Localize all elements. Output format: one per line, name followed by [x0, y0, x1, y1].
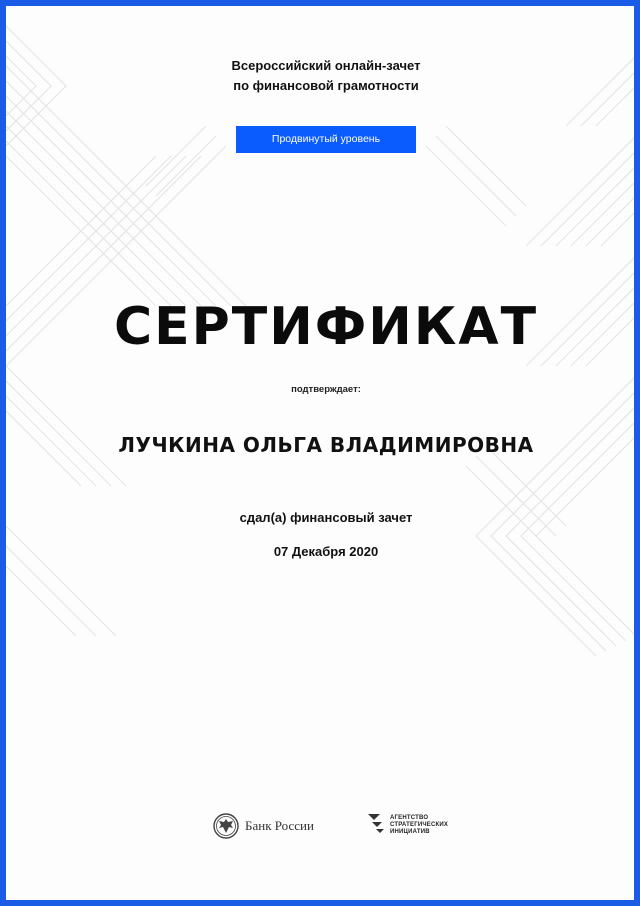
asi-logo-text — [390, 815, 448, 836]
asi-text-line1: АГЕНТСТВО — [390, 814, 429, 821]
asi-text-line3: ИНИЦИАТИВ — [390, 828, 430, 835]
asi-logo — [366, 807, 448, 843]
contest-title — [6, 56, 640, 96]
contest-title-line2: по финансовой грамотности — [233, 78, 419, 93]
eagle-emblem-icon — [213, 813, 239, 839]
level-badge: Продвинутый уровень — [236, 126, 416, 153]
asi-arrow-icon — [366, 810, 386, 840]
recipient-name: ЛУЧКИНА ОЛЬГА ВЛАДИМИРОВНА — [118, 433, 534, 457]
bank-of-russia-logo — [213, 812, 314, 840]
certificate-title: СЕРТИФИКАТ — [113, 297, 539, 357]
achievement-statement: сдал(а) финансовый зачет — [239, 510, 413, 525]
confirms-label: подтверждает: — [291, 384, 361, 395]
contest-title-line1: Всероссийский онлайн-зачет — [231, 58, 421, 73]
asi-text-line2: СТРАТЕГИЧЕСКИХ — [390, 821, 449, 828]
issue-date: 07 Декабря 2020 — [273, 544, 379, 559]
bank-logo-text: Банк России — [245, 818, 314, 833]
